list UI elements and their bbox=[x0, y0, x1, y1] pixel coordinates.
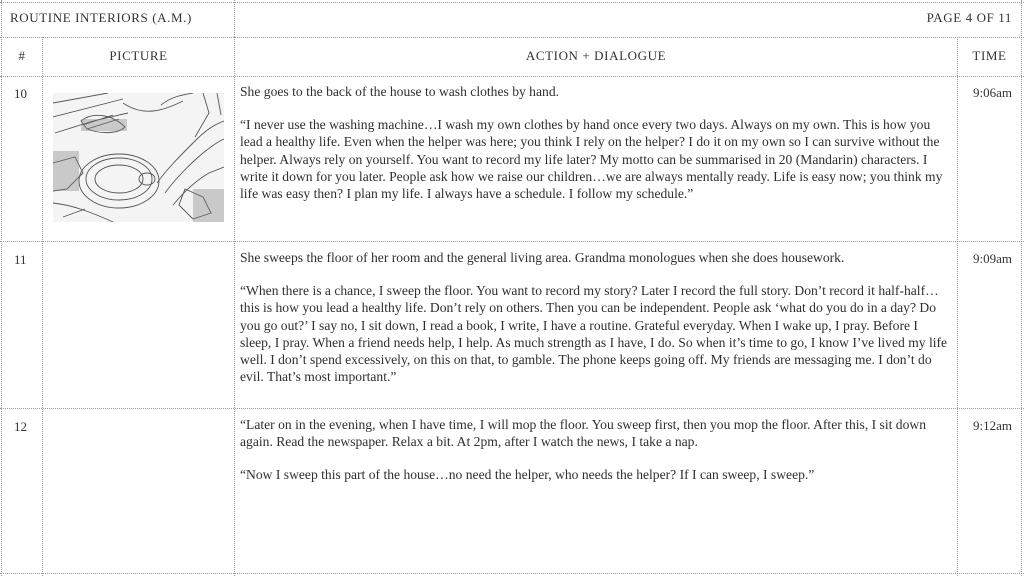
border-left bbox=[1, 0, 2, 576]
border-bottom bbox=[0, 573, 1024, 574]
dialogue-text: “Now I sweep this part of the house…no need the helper, who needs the helper? If I can sweep, I sweep.” bbox=[240, 467, 815, 483]
row-time: 9:12am bbox=[973, 418, 1012, 433]
header-divider bbox=[0, 37, 1024, 38]
column-header-picture: PICTURE bbox=[109, 48, 168, 63]
page-number: PAGE 4 OF 11 bbox=[926, 10, 1012, 25]
action-description: She sweeps the floor of her room and the general living area. Grandma monologues when she does housework. bbox=[240, 250, 845, 265]
action-description: She goes to the back of the house to wash clothes by hand. bbox=[240, 84, 560, 99]
row-action-dialogue bbox=[240, 416, 952, 500]
sketch-washing-clothes bbox=[53, 93, 224, 222]
picture-column-divider bbox=[234, 37, 235, 576]
storyboard-sketch-image bbox=[53, 93, 224, 222]
dialogue-text: “Later on in the evening, when I have time, I will mop the floor. You sweep first, then you mop the floor. After this, I sit down again. Read the newspaper. Relax a bit. At 2pm, after I watch the news, I take a nap. bbox=[240, 417, 926, 450]
row-number: 12 bbox=[14, 419, 27, 434]
border-right bbox=[1021, 0, 1022, 576]
row-divider-10 bbox=[0, 241, 1024, 242]
border-top bbox=[0, 2, 1024, 3]
column-header-divider bbox=[0, 76, 1024, 77]
column-header-time: TIME bbox=[972, 48, 1007, 63]
column-header-number: # bbox=[18, 48, 26, 63]
row-number: 10 bbox=[14, 86, 27, 101]
row-number: 11 bbox=[14, 252, 27, 267]
row-action-dialogue bbox=[240, 83, 952, 218]
action-column-divider bbox=[957, 37, 958, 576]
dialogue-text: “I never use the washing machine…I wash my own clothes by hand once every two days. Always on my own. This is how you lead a healthy life. Even when the helper was here; you think I rely on the helper? I do it on my own so I can survive without the helper. Always rely on yourself. You want to record my life later? My motto can be summarised in 20 (Mandarin) characters. I write it down for you later. People ask how we raise our children…we are always mentally ready. Life is easy now; you think my life was easy then? I plan my life. I always have a schedule. I follow my schedule.” bbox=[240, 117, 943, 202]
document-title: ROUTINE INTERIORS (A.M.) bbox=[10, 10, 192, 25]
row-divider-11 bbox=[0, 408, 1024, 409]
title-divider bbox=[234, 0, 235, 37]
dialogue-text: “When there is a chance, I sweep the floor. You want to record my story? Later I record the full story. Don’t record it half-half…this is how you lead a healthy life. Don’t rely on others. Then you can be independent. People ask ‘what do you do in a day? Do you go out?’ I say no, I sit down, I read a book, I write, I have a routine. Grateful everyday. When I wake up, I pray. Before I sleep, I pray. When a friend needs help, I help. As much strength as I have, I do. So when it’s time to go, I know I’ve lived my life well. I don’t spend excessively, on this on that, to gamble. The phone keeps going off. My friends are messaging me. I don’t do evil. That’s most important.” bbox=[240, 283, 948, 385]
row-time: 9:09am bbox=[973, 251, 1012, 266]
row-time: 9:06am bbox=[973, 85, 1012, 100]
row-action-dialogue bbox=[240, 249, 952, 401]
num-column-divider bbox=[42, 37, 43, 576]
column-header-action-dialogue: ACTION + DIALOGUE bbox=[525, 48, 667, 63]
